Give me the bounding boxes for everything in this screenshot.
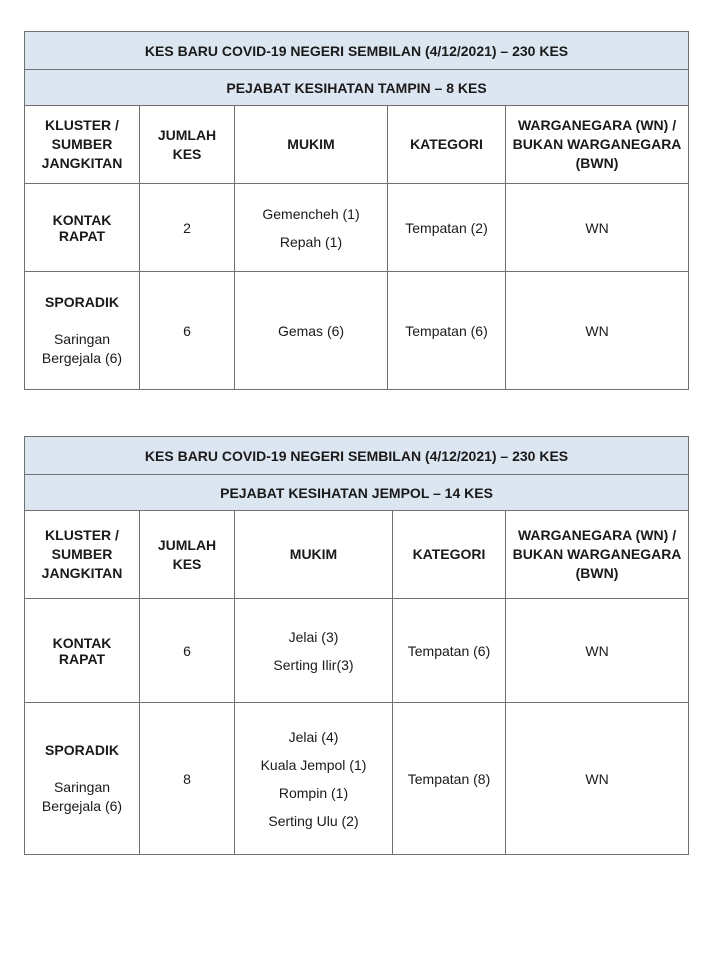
mukim-item: Jelai (3) [288,628,339,645]
table-row [25,599,689,703]
mukim-item: Serting Ilir(3) [273,656,354,673]
kategori-cell: Tempatan (6) [393,599,506,703]
mukim-item: Jelai (4) [288,728,339,745]
col-header-cluster: KLUSTER / SUMBER JANGKITAN [25,106,140,184]
office-title: PEJABAT KESIHATAN TAMPIN – 8 KES [25,70,689,106]
col-header-citizenship: WARGANEGARA (WN) / BUKAN WARGANEGARA (BWN) [506,106,689,184]
col-header-citizenship: WARGANEGARA (WN) / BUKAN WARGANEGARA (BWN) [506,511,689,599]
col-header-mukim: MUKIM [235,511,393,599]
covid-table-tampin [24,31,689,390]
mukim-cell [235,184,388,272]
col-header-kategori: KATEGORI [388,106,506,184]
cluster-label: SPORADIK [45,741,119,758]
citizenship-cell: WN [506,184,689,272]
mukim-cell: Gemas (6) [235,272,388,390]
total-cell: 2 [140,184,235,272]
mukim-item: Gemencheh (1) [262,205,360,222]
kategori-cell: Tempatan (6) [388,272,506,390]
mukim-item: Serting Ulu (2) [268,812,359,829]
total-cell: 6 [140,272,235,390]
table-row [25,272,689,390]
table-row [25,703,689,855]
cluster-cell [25,272,140,390]
citizenship-cell: WN [506,599,689,703]
col-header-mukim: MUKIM [235,106,388,184]
kategori-cell: Tempatan (8) [393,703,506,855]
mukim-cell [235,703,393,855]
table-row [25,184,689,272]
cluster-cell: KONTAK RAPAT [25,599,140,703]
col-header-cluster: KLUSTER / SUMBER JANGKITAN [25,511,140,599]
cluster-sub-label: Saringan Bergejala (6) [41,778,123,814]
total-cell: 8 [140,703,235,855]
mukim-cell [235,599,393,703]
col-header-total: JUMLAH KES [140,511,235,599]
table-title: KES BARU COVID-19 NEGERI SEMBILAN (4/12/2021) – 230 KES [25,437,689,475]
cluster-label: SPORADIK [45,293,119,310]
cluster-cell [25,703,140,855]
total-cell: 6 [140,599,235,703]
mukim-item: Kuala Jempol (1) [260,756,367,773]
cluster-cell: KONTAK RAPAT [25,184,140,272]
citizenship-cell: WN [506,703,689,855]
mukim-item: Repah (1) [279,233,343,250]
col-header-kategori: KATEGORI [393,511,506,599]
table-title: KES BARU COVID-19 NEGERI SEMBILAN (4/12/2021) – 230 KES [25,32,689,70]
cluster-sub-label: Saringan Bergejala (6) [41,330,123,366]
covid-table-jempol [24,436,689,855]
mukim-item: Rompin (1) [278,784,349,801]
office-title: PEJABAT KESIHATAN JEMPOL – 14 KES [25,475,689,511]
col-header-total: JUMLAH KES [140,106,235,184]
kategori-cell: Tempatan (2) [388,184,506,272]
citizenship-cell: WN [506,272,689,390]
